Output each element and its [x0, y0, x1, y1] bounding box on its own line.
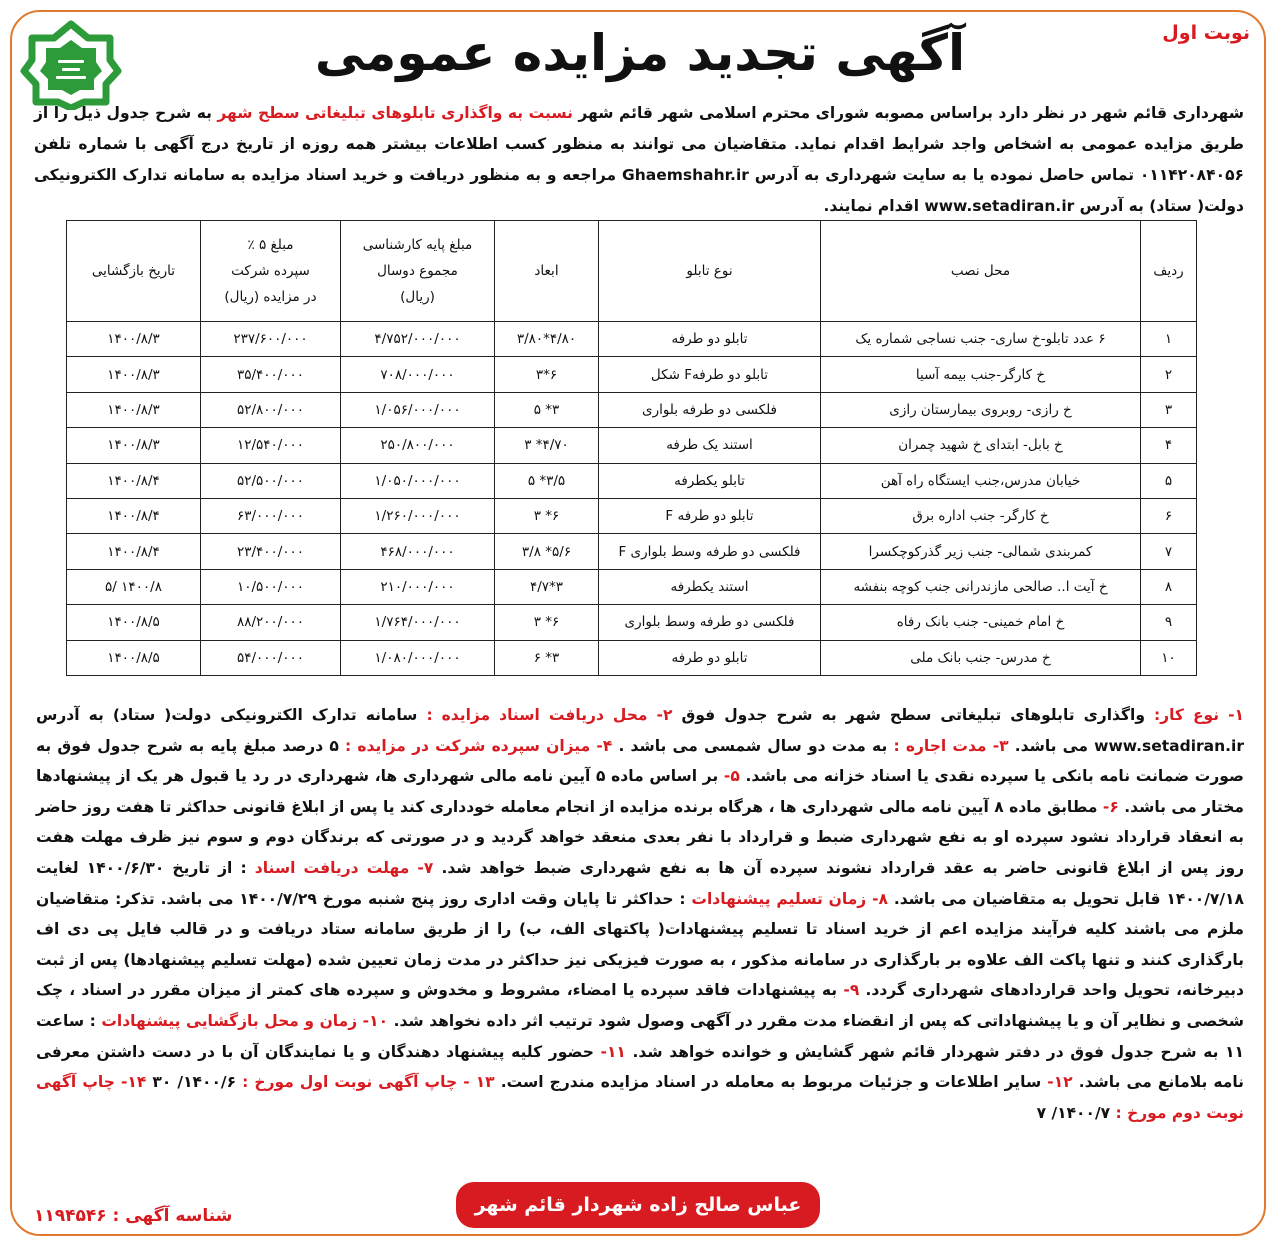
cell-base-price: ۱/۰۸۰/۰۰۰/۰۰۰	[341, 640, 495, 675]
term-1-text: واگذاری تابلوهای تبلیغاتی سطح شهر به شرح جدول فوق	[672, 706, 1154, 724]
cell-deposit: ۸۸/۲۰۰/۰۰۰	[201, 605, 341, 640]
ad-id: شناسه آگهی : ۱۱۹۴۵۴۶	[34, 1206, 233, 1226]
table-header-row	[67, 221, 1197, 322]
cell-location: ۶ عدد تابلو-خ ساری- جنب نساجی شماره یک	[821, 322, 1141, 357]
cell-opening-date: ۱۴۰۰/۸/۳	[67, 322, 201, 357]
cell-opening-date: ۱۴۰۰/۸/۳	[67, 392, 201, 427]
term-2-text: سامانه تدارک الکترونیکی دولت( ستاد) به آدرس	[36, 706, 427, 724]
header-deposit-line2: سپرده شرکت	[231, 263, 310, 279]
cell-type: فلکسی دو طرفه وسط بلواری F	[599, 534, 821, 569]
term-3-text: به مدت دو سال شمسی می باشد .	[612, 736, 894, 755]
cell-location: خ کارگر- جنب اداره برق	[821, 498, 1141, 533]
cell-dims: ۵/۶* ۳/۸	[495, 534, 599, 569]
setad-url: www.setadiran.ir	[924, 197, 1075, 215]
table-row	[67, 428, 1197, 463]
cell-row-number: ۱	[1141, 322, 1197, 357]
cell-dims: ۳/۵* ۵	[495, 463, 599, 498]
auction-table	[66, 220, 1197, 676]
term-14-text: ۱۴۰۰/۷/ ۷	[1036, 1103, 1116, 1122]
cell-row-number: ۱۰	[1141, 640, 1197, 675]
cell-location: خ بابل- ابتدای خ شهید چمران	[821, 428, 1141, 463]
cell-dims: ۶* ۳	[495, 605, 599, 640]
cell-row-number: ۳	[1141, 392, 1197, 427]
cell-opening-date: ۱۴۰۰/۸/۴	[67, 463, 201, 498]
cell-deposit: ۱۲/۵۴۰/۰۰۰	[201, 428, 341, 463]
cell-location: خ رازی- روبروی بیمارستان رازی	[821, 392, 1141, 427]
header-deposit-line3: در مزایده (ریال)	[224, 289, 317, 305]
cell-location: خ مدرس- جنب بانک ملی	[821, 640, 1141, 675]
term-2-tail: می باشد.	[1008, 736, 1095, 755]
header-deposit-line1: مبلغ ۵ ٪	[247, 237, 294, 253]
table-row	[67, 463, 1197, 498]
cell-type: تابلو یکطرفه	[599, 463, 821, 498]
cell-opening-date: ۱۴۰۰/۸/۳	[67, 428, 201, 463]
term-2-url: www.setadiran.ir	[1094, 736, 1244, 755]
cell-base-price: ۴/۷۵۲/۰۰۰/۰۰۰	[341, 322, 495, 357]
term-10-text: : ساعت ۱۱ به شرح جدول فوق در دفتر شهردار قائم شهر گشایش و خوانده خواهد شد.	[36, 1011, 1245, 1061]
header-base-price-line2: مجموع دوسال	[377, 263, 458, 279]
term-12-text: سایر اطلاعات و جزئیات مربوط به معامله در اسناد مزایده مندرج است.	[494, 1073, 1048, 1092]
cell-base-price: ۱/۰۵۶/۰۰۰/۰۰۰	[341, 392, 495, 427]
term-13-label: ۱۳ - چاپ آگهی نوبت اول مورخ :	[242, 1073, 495, 1092]
cell-base-price: ۱/۰۵۰/۰۰۰/۰۰۰	[341, 463, 495, 498]
header-base-price-line1: مبلغ پایه کارشناسی	[362, 237, 473, 253]
term-14-label: ۱۴- چاپ آگهی نوبت دوم مورخ :	[36, 1073, 1244, 1122]
cell-deposit: ۲۳۷/۶۰۰/۰۰۰	[201, 322, 341, 357]
municipality-logo-icon	[18, 18, 124, 110]
term-9-text: به پیشنهادات فاقد سپرده یا امضاء، مشروط و مخدوش و سپرده های کمتر از میزان مقرر در اسناد ، چک شخصی و نظایر آن و یا پیشنهاداتی که پس از انقضاء مدت مقرر در آگهی وصول شود ترتیب اثر داده نخواهد شد.	[36, 981, 1244, 1030]
cell-type: استند یک طرفه	[599, 428, 821, 463]
cell-dims: ۳*۴/۷	[495, 569, 599, 604]
cell-location: کمربندی شمالی- جنب زیر گذرکوچکسرا	[821, 534, 1141, 569]
table-row	[67, 569, 1197, 604]
term-1-label: ۱- نوع کار:	[1153, 706, 1245, 724]
term-7-text: : از تاریخ ۱۴۰۰/۶/۳۰ لغایت ۱۴۰۰/۷/۱۸ قابل تحویل به متقاضیان می باشد.	[36, 858, 1244, 908]
intro-text-1: شهرداری قائم شهر در نظر دارد براساس مصوبه شورای محترم اسلامی شهر قائم شهر	[572, 104, 1244, 122]
cell-type: تابلو دو طرفه	[599, 640, 821, 675]
header-base-price-line3: (ریال)	[400, 289, 435, 305]
header-dims: ابعاد	[495, 221, 599, 322]
term-9-label: ۹-	[843, 981, 860, 1000]
cell-base-price: ۲۱۰/۰۰۰/۰۰۰	[341, 569, 495, 604]
cell-location: خ امام خمینی- جنب بانک رفاه	[821, 605, 1141, 640]
term-11-text: حضور کلیه پیشنهاد دهندگان و یا نمایندگان آن با در دست داشتن معرفی نامه بلامانع می باشد.	[36, 1042, 1244, 1092]
table-row	[67, 392, 1197, 427]
term-4-label: ۴- میزان سپرده شرکت در مزایده :	[345, 736, 613, 755]
cell-type: فلکسی دو طرفه بلواری	[599, 392, 821, 427]
term-13-text: ۱۴۰۰/۶/ ۳۰	[146, 1073, 243, 1092]
cell-opening-date: ۱۴۰۰/۸/۵	[67, 640, 201, 675]
cell-row-number: ۵	[1141, 463, 1197, 498]
intro-text-3: مراجعه و به منظور دریافت و خرید اسناد مزایده به سامانه تدارک الکترونیکی دولت( ستاد) به آدرس	[34, 166, 1244, 215]
table-row	[67, 605, 1197, 640]
cell-dims: ۴/۸۰*۳/۸۰	[495, 322, 599, 357]
signature-banner: عباس صالح زاده شهردار قائم شهر	[456, 1182, 820, 1228]
table-row	[67, 322, 1197, 357]
term-6-text: مطابق ماده ۸ آیین نامه مالی شهرداری ها ، هرگاه برنده مزایده از انجام معامله خودداری کند یا پس از ابلاغ قانونی حداکثر تا هفت روز حاضر به انعقاد قرارداد نشود سپرده او به نفع شهرداری ضبط و قرارداد با نفر بعدی منعقد خواهد گردید و در صورتی که برندگان دوم و سوم نیز ظرف مهلت هفت روز پس از ابلاغ قانونی حاضر به عقد قرارداد نشوند سپرده آن ها به نفع شهرداری ضبط خواهد شد.	[36, 797, 1245, 877]
cell-dims: ۳* ۶	[495, 640, 599, 675]
cell-row-number: ۹	[1141, 605, 1197, 640]
cell-row-number: ۷	[1141, 534, 1197, 569]
cell-dims: ۶* ۳	[495, 498, 599, 533]
cell-opening-date: ۱۴۰۰/۸/۴	[67, 534, 201, 569]
intro-text-4: اقدام نمایند.	[823, 197, 925, 215]
header-deposit	[201, 221, 341, 322]
term-10-label: ۱۰- زمان و محل بازگشایی پیشنهادات	[101, 1011, 389, 1030]
cell-location: خیابان مدرس،جنب ایستگاه راه آهن	[821, 463, 1141, 498]
cell-location: خ کارگر-جنب بیمه آسیا	[821, 357, 1141, 392]
cell-row-number: ۲	[1141, 357, 1197, 392]
header-row-number: ردیف	[1141, 221, 1197, 322]
term-8-label: ۸- زمان تسلیم پیشنهادات	[691, 889, 888, 908]
cell-deposit: ۳۵/۴۰۰/۰۰۰	[201, 357, 341, 392]
page-title: آگهی تجدید مزایده عمومی	[314, 24, 966, 82]
header-opening-date: تاریخ بازگشایی	[67, 221, 201, 322]
cell-dims: ۴/۷۰* ۳	[495, 428, 599, 463]
terms-paragraph	[36, 700, 1244, 1128]
cell-deposit: ۵۴/۰۰۰/۰۰۰	[201, 640, 341, 675]
intro-paragraph	[34, 98, 1244, 222]
table-row	[67, 498, 1197, 533]
cell-base-price: ۲۵۰/۸۰۰/۰۰۰	[341, 428, 495, 463]
cell-deposit: ۵۲/۵۰۰/۰۰۰	[201, 463, 341, 498]
cell-deposit: ۵۲/۸۰۰/۰۰۰	[201, 392, 341, 427]
cell-row-number: ۶	[1141, 498, 1197, 533]
header-location: محل نصب	[821, 221, 1141, 322]
intro-highlight: نسبت به واگذاری تابلوهای تبلیغاتی سطح شهر	[217, 104, 573, 122]
term-2-label: ۲- محل دریافت اسناد مزایده :	[426, 706, 673, 724]
cell-deposit: ۲۳/۴۰۰/۰۰۰	[201, 534, 341, 569]
term-5-label: ۵-	[723, 767, 740, 786]
term-6-label: ۶-	[1102, 797, 1119, 816]
cell-base-price: ۷۰۸/۰۰۰/۰۰۰	[341, 357, 495, 392]
term-4-text: ۵ درصد مبلغ پایه به شرح جدول فوق به صورت ضمانت نامه بانکی یا سپرده نقدی یا اسناد خزانه می باشد.	[36, 736, 1244, 786]
cell-base-price: ۴۶۸/۰۰۰/۰۰۰	[341, 534, 495, 569]
header-base-price	[341, 221, 495, 322]
term-5-text: بر اساس ماده ۵ آیین نامه مالی شهرداری ها، شهرداری در رد یا قبول هر یک از پیشنهادها مختار می باشد.	[36, 767, 1244, 816]
cell-dims: ۶*۳	[495, 357, 599, 392]
cell-opening-date: ۱۴۰۰/۸/۵	[67, 605, 201, 640]
term-7-label: ۷- مهلت دریافت اسناد	[254, 858, 434, 877]
term-12-label: ۱۲-	[1047, 1073, 1073, 1092]
table-row	[67, 534, 1197, 569]
cell-type: تابلو دو طرفه	[599, 322, 821, 357]
cell-base-price: ۱/۷۶۴/۰۰۰/۰۰۰	[341, 605, 495, 640]
cell-type: استند یکطرفه	[599, 569, 821, 604]
header-type: نوع تابلو	[599, 221, 821, 322]
term-8-text: : حداکثر تا پایان وقت اداری روز پنج شنبه مورخ ۱۴۰۰/۷/۲۹ می باشد. تذکر: متقاضیان ملزم می باشند کلیه فرآیند مزایده اعم از خرید اسناد تا تسلیم پیشنهادات( پاکتهای الف، ب) را از طریق سامانه ستاد دریافت و در قالب فایل پی دی اف بارگذاری کنند و تنها پاکت الف علاوه بر بارگذاری در سامانه مذکور ، به صورت فیزیکی نیز حداکثر در مدت زمان تعیین شده (مهلت تسلیم پیشنهادها) پس از ثبت دبیرخانه، تحویل واحد قراردادهای شهرداری گردد.	[36, 889, 1244, 1000]
cell-type: فلکسی دو طرفه وسط بلواری	[599, 605, 821, 640]
cell-deposit: ۶۳/۰۰۰/۰۰۰	[201, 498, 341, 533]
table-row	[67, 640, 1197, 675]
cell-base-price: ۱/۲۶۰/۰۰۰/۰۰۰	[341, 498, 495, 533]
cell-dims: ۳* ۵	[495, 392, 599, 427]
cell-type: تابلو دو طرفهF شکل	[599, 357, 821, 392]
cell-row-number: ۴	[1141, 428, 1197, 463]
cell-opening-date: ۱۴۰۰/۸ /۵	[67, 569, 201, 604]
term-3-label: ۳- مدت اجاره :	[893, 736, 1009, 755]
cell-deposit: ۱۰/۵۰۰/۰۰۰	[201, 569, 341, 604]
cell-opening-date: ۱۴۰۰/۸/۴	[67, 498, 201, 533]
cell-row-number: ۸	[1141, 569, 1197, 604]
issue-badge: نوبت اول	[1162, 22, 1250, 44]
site-url: Ghaemshahr.ir	[621, 166, 749, 184]
cell-type: تابلو دو طرفه F	[599, 498, 821, 533]
term-11-label: ۱۱-	[600, 1042, 626, 1061]
intro-text-2: به شرح جدول ذیل را از طریق مزایده عمومی به اشخاص واجد شرایط اقدام نماید. متقاضیان می توانند به منظور کسب اطلاعات بیشتر همه روزه از تاریخ درج آگهی با شماره تلفن ۰۱۱۴۲۰۸۴۰۵۶ تماس حاصل نموده یا به سایت شهرداری به آدرس	[34, 104, 1244, 184]
cell-location: خ آیت ا.. صالحی مازندرانی جنب کوچه بنفشه	[821, 569, 1141, 604]
cell-opening-date: ۱۴۰۰/۸/۳	[67, 357, 201, 392]
table-row	[67, 357, 1197, 392]
